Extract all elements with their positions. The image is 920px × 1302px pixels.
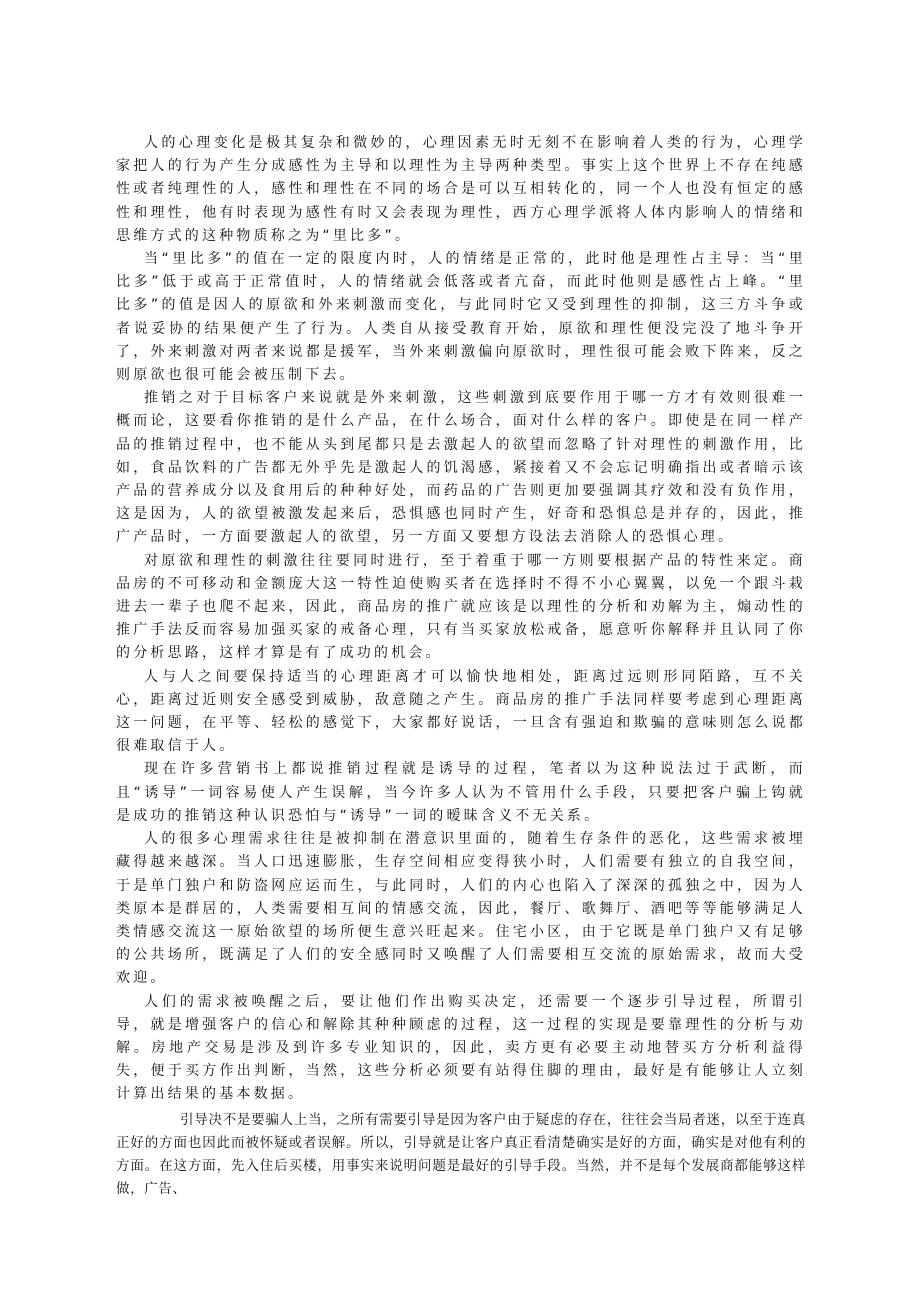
paragraph: 人与人之间要保持适当的心理距离才可以愉快地相处，距离过远则形同陌路，互不关心，距离过近则安全感受到威胁，敌意随之产生。商品房的推广手法同样要考虑到心理距离这一问题，在平等、轻松的感觉下，大家都好说话，一旦含有强迫和欺骗的意味则怎么说都很难取信于人。 bbox=[116, 668, 806, 755]
document-body bbox=[116, 132, 806, 1201]
paragraph: 对原欲和理性的刺激往往要同时进行，至于着重于哪一方则要根据产品的特性来定。商品房的不可移动和金额庞大这一特性迫使购买者在选择时不得不小心翼翼，以免一个跟斗栽进去一辈子也爬不起来，因此，商品房的推广就应该是以理性的分析和劝解为主，煽动性的推广手法反而容易加强买家的戒备心理，只有当买家放松戒备，愿意听你解释并且认同了你的分析思路，这样才算是有了成功的机会。 bbox=[116, 552, 806, 662]
paragraph: 引导决不是要骗人上当，之所有需要引导是因为客户由于疑虑的存在，往往会当局者迷，以至于连真正好的方面也因此而被怀疑或者误解。所以，引导就是让客户真正看清楚确实是好的方面，确实是对他有利的方面。在这方面，先入住后买楼，用事实来说明问题是最好的引导手段。当然，并不是每个发展商都能够这样做，广告、 bbox=[116, 1111, 806, 1197]
paragraph: 人们的需求被唤醒之后，要让他们作出购买决定，还需要一个逐步引导过程，所谓引导，就是增强客户的信心和解除其种种顾虑的过程，这一过程的实现是要靠理性的分析与劝解。房地产交易是涉及到许多专业知识的，因此，卖方更有必要主动地替买方分析利益得失，便于买方作出判断，当然，这些分析必须要有站得住脚的理由，最好是有能够让人立刻计算出结果的基本数据。 bbox=[116, 993, 806, 1103]
paragraph: 现在许多营销书上都说推销过程就是诱导的过程，笔者以为这种说法过于武断，而且“诱导”一词容易使人产生误解，当今许多人认为不管用什么手段，只要把客户骗上钩就是成功的推销这种认识恐怕与“诱导”一词的暧昧含义不无关系。 bbox=[116, 761, 806, 824]
paragraph: 人的很多心理需求往往是被抑制在潜意识里面的，随着生存条件的恶化，这些需求被埋藏得越来越深。当人口迅速膨胀，生存空间相应变得狭小时，人们需要有独立的自我空间，于是单门独户和防盗网应运而生，与此同时，人们的内心也陷入了深深的孤独之中，因为人类原本是群居的，人类需要相互间的情感交流，因此，餐厅、歌舞厅、酒吧等等能够满足人类情感交流这一原始欲望的场所便生意兴旺起来。住宅小区，由于它既是单门独户又有足够的公共场所，既满足了人们的安全感同时又唤醒了人们需要相互交流的原始需求，故而大受欢迎。 bbox=[116, 831, 806, 987]
paragraph: 人的心理变化是极其复杂和微妙的，心理因素无时无刻不在影响着人类的行为，心理学家把人的行为产生分成感性为主导和以理性为主导两种类型。事实上这个世界上不存在纯感性或者纯理性的人，感性和理性在不同的场合是可以互相转化的，同一个人也没有恒定的感性和理性，他有时表现为感性有时又会表现为理性，西方心理学派将人体内影响人的情绪和思维方式的这种物质称之为“里比多”。 bbox=[116, 135, 806, 244]
paragraph: 推销之对于目标客户来说就是外来刺激，这些刺激到底要作用于哪一方才有效则很难一概而论，这要看你推销的是什么产品，在什么场合，面对什么样的客户。即使是在同一样产品的推销过程中，也不能从头到尾都只是去激起人的欲望而忽略了针对理性的刺激作用，比如，食品饮料的广告都无外乎先是激起人的饥渴感，紧接着又不会忘记明确指出或者暗示该产品的营养成分以及食用后的种种好处，而药品的广告则更加要强调其疗效和没有负作用，这是因为，人的欲望被激发起来后，恐惧感也同时产生，好奇和恐惧总是并存的，因此，推广产品时，一方面要激起人的欲望，另一方面又要想方设法去消除人的恐惧心理。 bbox=[116, 390, 806, 546]
paragraph: 当“里比多”的值在一定的限度内时，人的情绪是正常的，此时他是理性占主导：当“里比多”低于或高于正常值时，人的情绪就会低落或者亢奋，而此时他则是感性占上峰。“里比多”的值是因人的原欲和外来刺激而变化，与此同时它又受到理性的抑制，这三方斗争或者说妥协的结果便产生了行为。人类自从接受教育开始，原欲和理性便没完没了地斗争开了，外来刺激对两者来说都是援军，当外来刺激偏向原欲时，理性很可能会败下阵来，反之则原欲也很可能会被压制下去。 bbox=[116, 251, 806, 384]
